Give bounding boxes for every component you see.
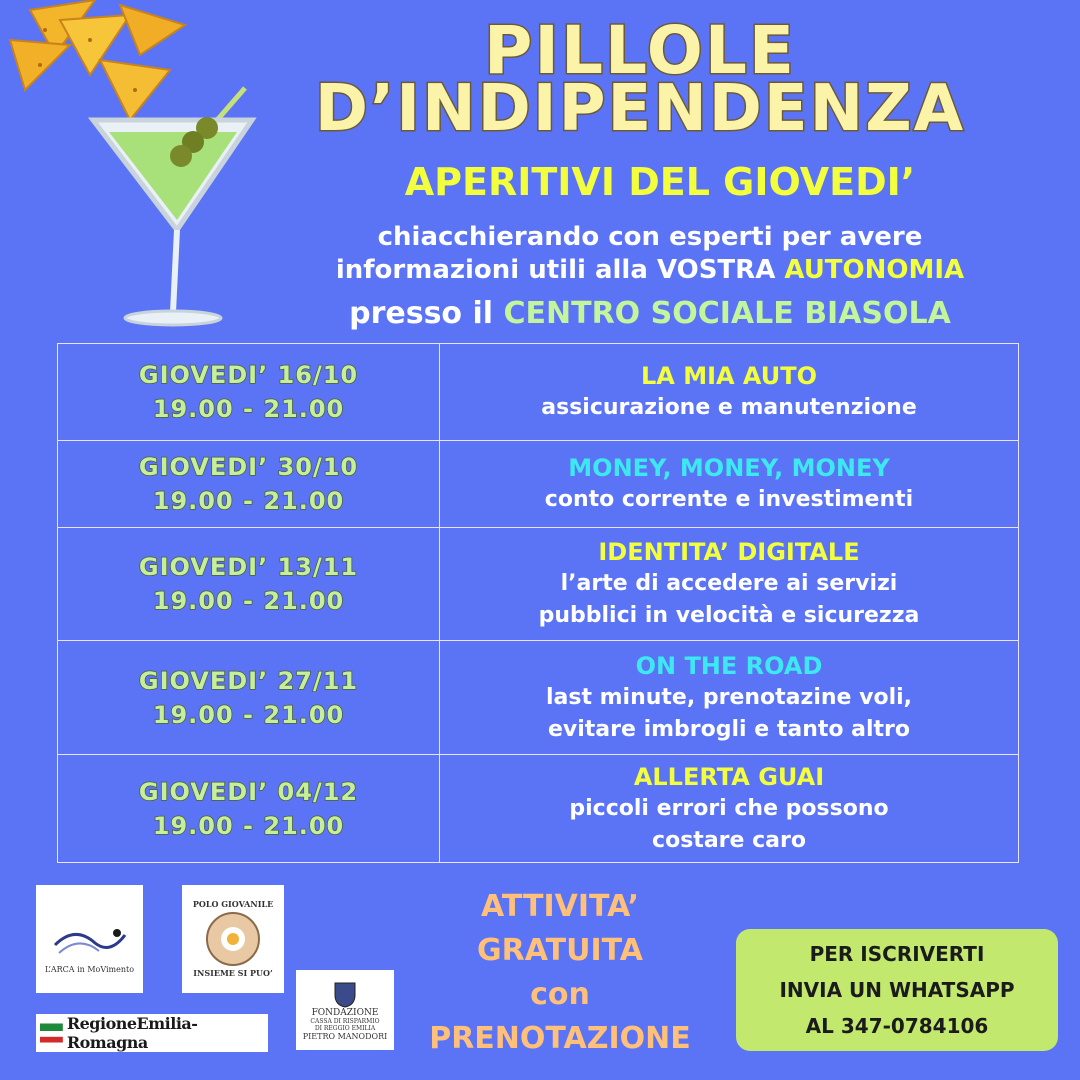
arca-wave-icon [45,905,135,965]
schedule-row [58,641,1018,755]
topic-description: conto corrente e investimenti [544,487,914,512]
intro-highlight-autonomia: AUTONOMIA [784,255,965,285]
intro-line3 [260,296,1040,331]
topic-description: assicurazione e manutenzione [541,395,917,420]
schedule-row [58,528,1018,641]
fondazione-text-2: CASSA DI RISPARMIO [310,1018,380,1025]
topic-cell [440,441,1018,527]
topic-cell [440,755,1018,862]
fondazione-text-4: PIETRO MANODORI [302,1032,388,1041]
topic-title: ON THE ROAD [635,651,823,680]
fondazione-text-3: DI REGGIO EMILIA [314,1025,376,1032]
martini-glass-icon [85,80,260,330]
event-date: GIOVEDI’ 04/12 [138,777,359,806]
polo-logo-top-text: POLO GIOVANILE [192,899,274,909]
intro-highlight-venue: CENTRO SOCIALE BIASOLA [503,296,951,331]
event-time: 19.00 - 21.00 [152,811,345,840]
topic-description: pubblici in velocità e sicurezza [538,603,920,628]
hands-circle-icon [203,909,263,969]
topic-description: last minute, prenotazine voli, [545,684,913,710]
schedule-row [58,344,1018,441]
date-cell [58,344,440,440]
date-cell [58,755,440,862]
whatsapp-phone: AL 347-0784106 [805,1014,989,1038]
topic-title: MONEY, MONEY, MONEY [568,454,890,482]
date-cell [58,441,440,527]
crest-icon [330,979,360,1009]
event-date: GIOVEDI’ 27/11 [138,666,359,695]
intro-line3-prefix: presso il [349,296,504,331]
whatsapp-signup-box [736,929,1058,1051]
intro-line1: chiacchierando con esperti per avere [377,222,923,252]
page-title-line2: D’INDIPENDENZA [314,72,966,146]
event-date: GIOVEDI’ 13/11 [138,553,359,581]
date-cell [58,528,440,640]
regione-logo-text: RegioneEmilia-Romagna [66,1014,198,1052]
topic-description: piccoli errori che possono [569,795,889,821]
topic-description: evitare imbrogli e tanto altro [547,716,911,742]
schedule-row [58,755,1018,862]
regione-emilia-romagna-logo [36,1014,268,1052]
event-time: 19.00 - 21.00 [152,700,345,729]
subtitle: APERITIVI DEL GIOVEDI’ [404,160,916,204]
topic-title: ALLERTA GUAI [633,762,825,791]
intro-line2 [260,255,1040,285]
free-activity-notice [410,885,710,1061]
topic-description: costare caro [652,827,806,853]
topic-title: LA MIA AUTO [640,362,818,390]
topic-cell [440,528,1018,640]
free-line4: PRENOTAZIONE [429,1021,691,1056]
schedule-row [58,441,1018,528]
fondazione-text-1: FONDAZIONE [311,1008,379,1018]
whatsapp-line2: INVIA UN WHATSAPP [779,978,1015,1002]
event-time: 19.00 - 21.00 [152,395,345,423]
event-date: GIOVEDI’ 16/10 [138,361,359,389]
free-line1: ATTIVITA’ [480,889,640,924]
intro-line2-prefix: informazioni utili alla VOSTRA [335,255,785,285]
topic-cell [440,344,1018,440]
schedule-table [57,343,1019,863]
free-line2: GRATUITA [477,933,643,968]
arca-logo [36,885,143,993]
free-line3: con [530,977,590,1012]
event-date: GIOVEDI’ 30/10 [138,453,359,481]
fondazione-logo [296,970,394,1050]
topic-cell [440,641,1018,754]
regione-flag-icon [40,1021,63,1045]
event-time: 19.00 - 21.00 [152,487,345,515]
page-title-line1: PILLOLE [484,12,796,89]
topic-title: IDENTITA’ DIGITALE [598,538,860,566]
whatsapp-line1: PER ISCRIVERTI [809,942,985,966]
topic-description: l’arte di accedere ai servizi [560,571,898,596]
event-time: 19.00 - 21.00 [152,587,345,615]
polo-giovanile-logo [182,885,284,993]
polo-logo-bottom-text: INSIEME SI PUO’ [193,968,273,978]
arca-logo-text: L’ARCA in MoVimento [44,964,135,974]
date-cell [58,641,440,754]
